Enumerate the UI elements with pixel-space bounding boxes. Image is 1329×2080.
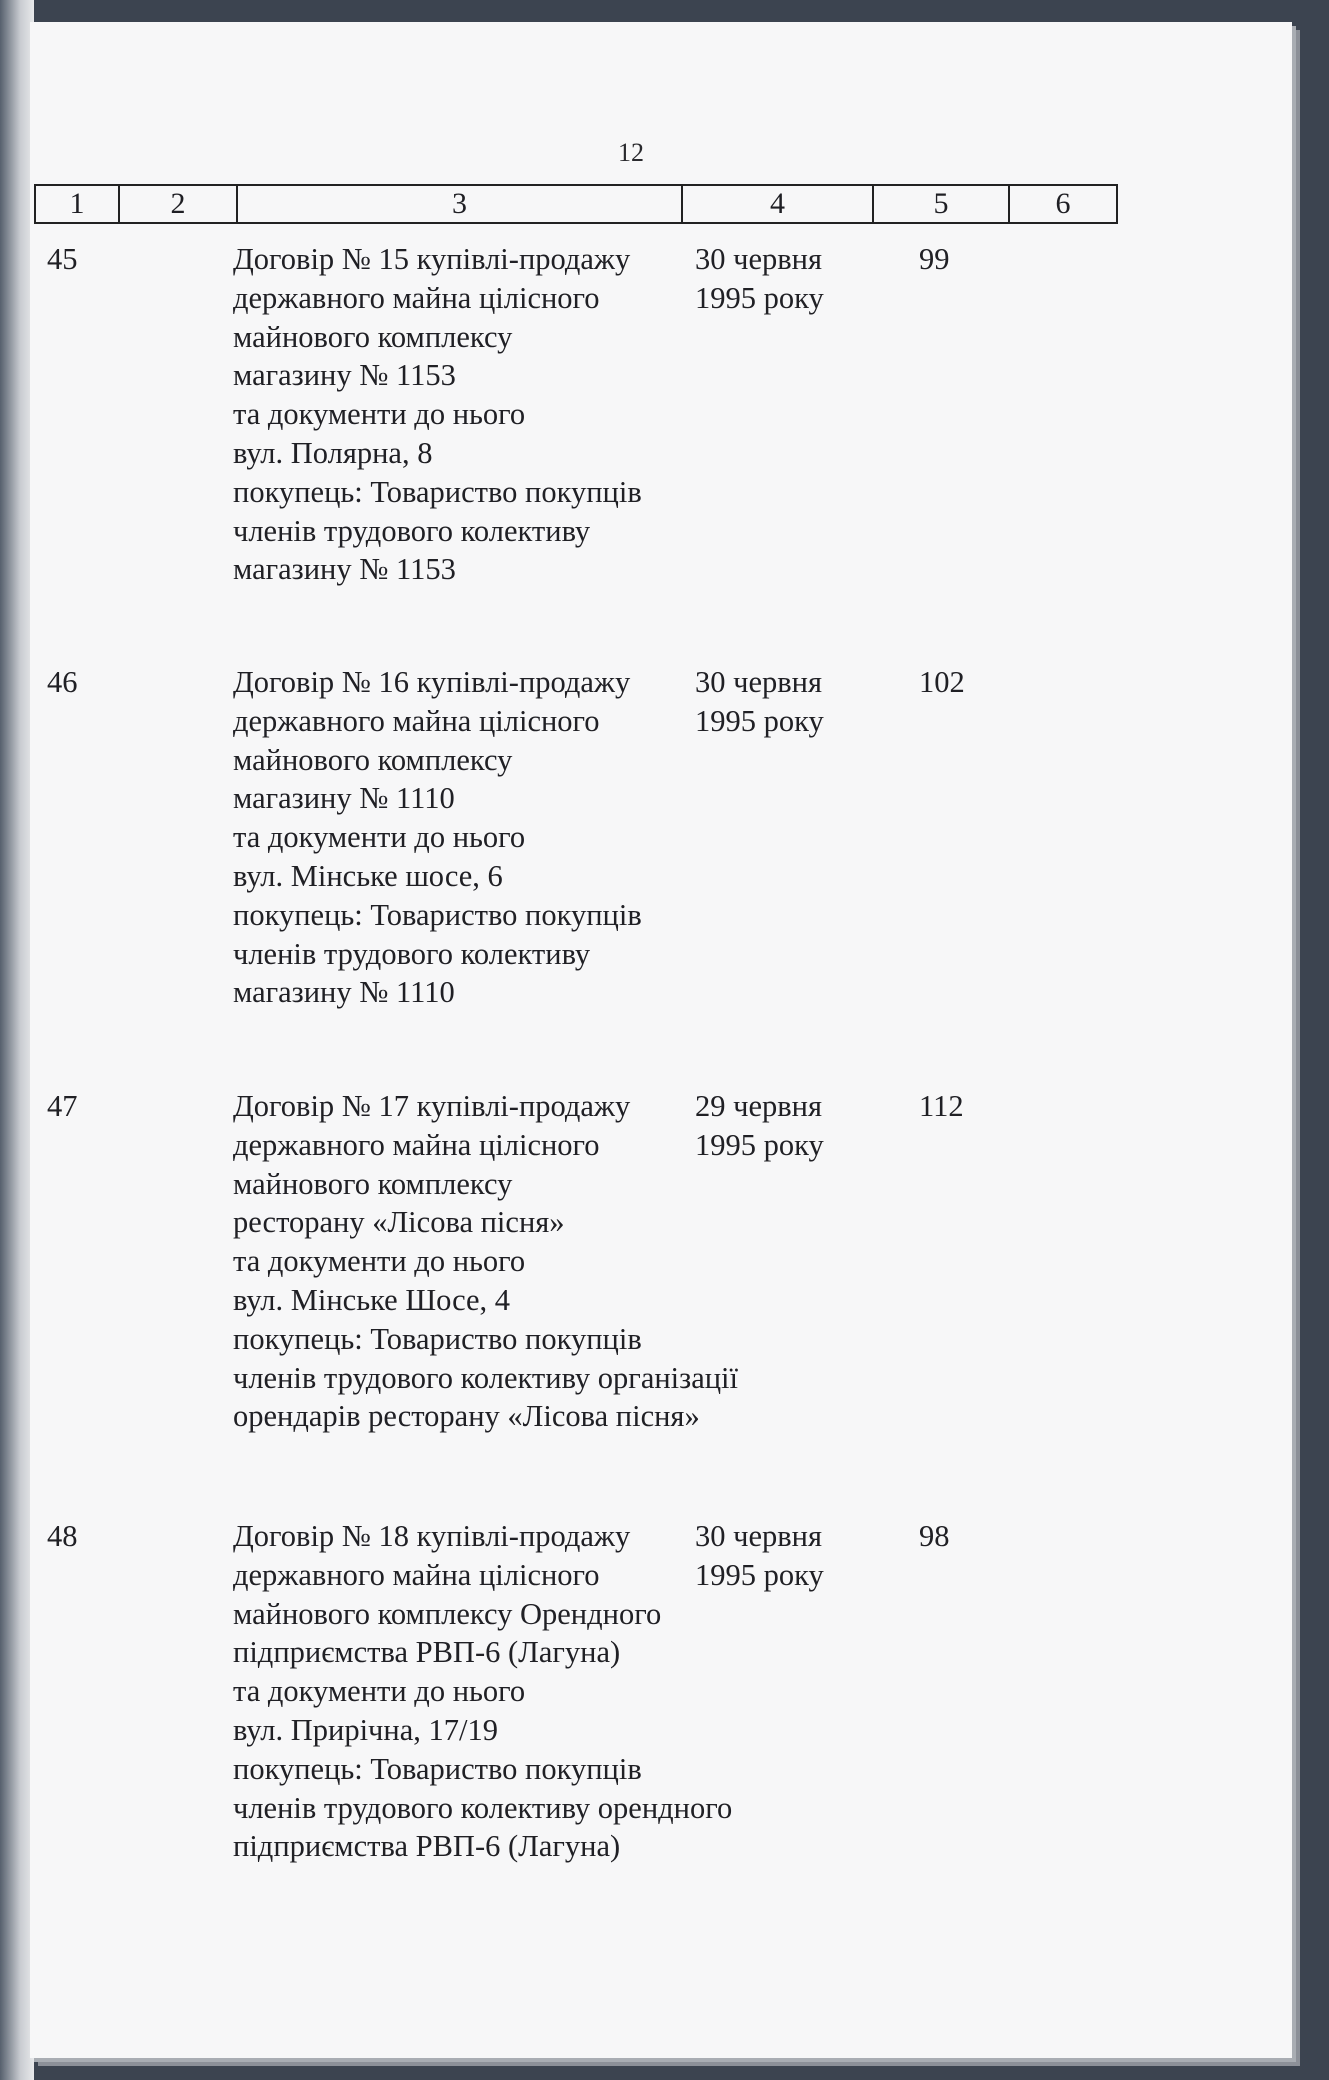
description-line: майнового комплексу Орендного bbox=[233, 1596, 662, 1631]
column-header-6: 6 bbox=[1009, 185, 1117, 223]
description-line: та документи до нього bbox=[233, 397, 526, 432]
description-line: майнового комплексу bbox=[233, 319, 513, 354]
description-line: магазину № 1110 bbox=[233, 781, 455, 816]
description-line: вул. Прирічна, 17/19 bbox=[233, 1712, 498, 1747]
date-line: 29 червня bbox=[695, 1089, 823, 1123]
document-page bbox=[30, 22, 1292, 2058]
description-line: державного майна цілісного bbox=[233, 1557, 600, 1592]
entry-number: 47 bbox=[47, 1089, 78, 1123]
description-line: та документи до нього bbox=[233, 1674, 526, 1709]
book-spine bbox=[0, 0, 34, 2080]
column-header-3: 3 bbox=[237, 185, 682, 223]
entry-sheet-number: 99 bbox=[919, 242, 950, 276]
column-header-5: 5 bbox=[873, 185, 1009, 223]
description-line: Договір № 17 купівлі-продажу bbox=[233, 1089, 631, 1123]
column-header-1: 1 bbox=[35, 185, 119, 223]
entry-sheet-number: 112 bbox=[919, 1089, 964, 1123]
column-header-2: 2 bbox=[119, 185, 237, 223]
description-line: підприємства РВП-6 (Лагуна) bbox=[233, 1635, 621, 1670]
description-line: вул. Мінське Шосе, 4 bbox=[233, 1282, 511, 1317]
description-line: покупець: Товариство покупців bbox=[233, 1321, 642, 1356]
entry-number: 48 bbox=[47, 1519, 78, 1553]
column-header-row bbox=[35, 185, 1117, 223]
description-line: майнового комплексу bbox=[233, 742, 513, 777]
page-number: 12 bbox=[618, 138, 644, 167]
entry-number: 46 bbox=[47, 665, 78, 699]
description-line: покупець: Товариство покупців bbox=[233, 474, 642, 509]
description-line: магазину № 1110 bbox=[233, 975, 455, 1010]
description-line: державного майна цілісного bbox=[233, 280, 600, 315]
column-header-4: 4 bbox=[682, 185, 873, 223]
description-line: вул. Полярна, 8 bbox=[233, 435, 433, 470]
description-line: членів трудового колективу bbox=[233, 936, 591, 971]
date-line: 1995 року bbox=[695, 280, 824, 315]
entry-sheet-number: 102 bbox=[919, 665, 965, 699]
description-line: членів трудового колективу організації bbox=[233, 1360, 739, 1395]
date-line: 30 червня bbox=[695, 665, 823, 699]
description-line: ресторану «Лісова пісня» bbox=[233, 1205, 565, 1240]
entry-sheet-number: 98 bbox=[919, 1519, 950, 1553]
column-header-table bbox=[34, 184, 1118, 224]
description-line: покупець: Товариство покупців bbox=[233, 1751, 642, 1786]
description-line: та документи до нього bbox=[233, 820, 526, 855]
description-line: Договір № 18 купівлі-продажу bbox=[233, 1519, 631, 1553]
entry-date bbox=[695, 663, 824, 741]
entry-date bbox=[695, 1517, 824, 1595]
date-line: 1995 року bbox=[695, 703, 824, 738]
date-line: 1995 року bbox=[695, 1127, 824, 1162]
description-line: магазину № 1153 bbox=[233, 358, 456, 393]
description-line: Договір № 15 купівлі-продажу bbox=[233, 242, 631, 276]
entry-number: 45 bbox=[47, 242, 78, 276]
description-line: Договір № 16 купівлі-продажу bbox=[233, 665, 631, 699]
description-line: магазину № 1153 bbox=[233, 552, 456, 587]
description-line: державного майна цілісного bbox=[233, 1127, 600, 1162]
description-line: вул. Мінське шосе, 6 bbox=[233, 858, 503, 893]
entry-date bbox=[695, 240, 824, 318]
date-line: 30 червня bbox=[695, 1519, 823, 1553]
description-line: державного майна цілісного bbox=[233, 703, 600, 738]
description-line: майнового комплексу bbox=[233, 1166, 513, 1201]
description-line: членів трудового колективу орендного bbox=[233, 1790, 733, 1825]
date-line: 30 червня bbox=[695, 242, 823, 276]
description-line: орендарів ресторану «Лісова пісня» bbox=[233, 1399, 700, 1434]
description-line: та документи до нього bbox=[233, 1244, 526, 1279]
date-line: 1995 року bbox=[695, 1557, 824, 1592]
description-line: підприємства РВП-6 (Лагуна) bbox=[233, 1829, 621, 1864]
description-line: членів трудового колективу bbox=[233, 513, 591, 548]
description-line: покупець: Товариство покупців bbox=[233, 897, 642, 932]
entry-date bbox=[695, 1087, 824, 1165]
